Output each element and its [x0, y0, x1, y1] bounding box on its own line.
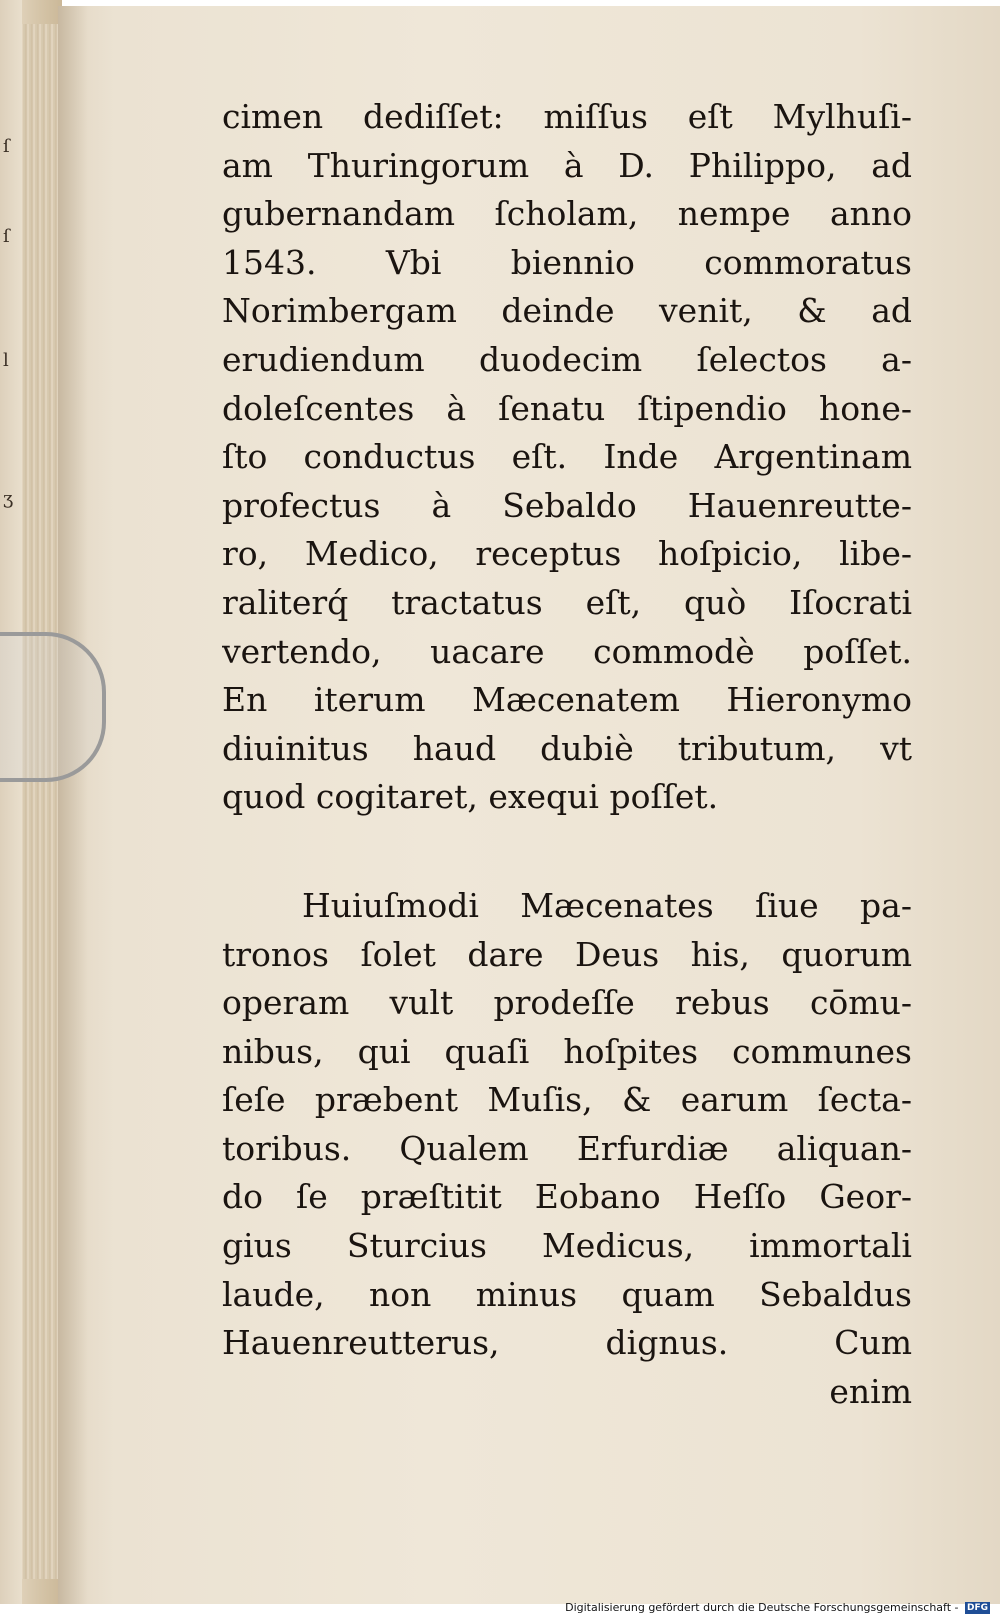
text-line: raliterq́ tractatus eſt, quò Iſocrati	[222, 582, 912, 622]
text-line: tronos ſolet dare Deus his, quorum	[222, 934, 912, 974]
fragment-mark: ſ	[3, 226, 10, 247]
text-line: laude, non minus quam Sebaldus	[222, 1274, 912, 1314]
text-line: Huiuſmodi Mæcenates ſiue pa-	[302, 885, 912, 925]
text-line: profectus à Sebaldo Hauenreutte-	[222, 485, 912, 525]
text-line: nibus, qui quaſi hoſpites communes	[222, 1031, 912, 1071]
text-line: do ſe præſtitit Eobano Heſſo Geor-	[222, 1177, 912, 1217]
text-line: toribus. Qualem Erfurdiæ aliquan-	[222, 1128, 912, 1168]
text-line: Norimbergam deinde venit, & ad	[222, 291, 912, 331]
gutter-shadow	[58, 6, 88, 1604]
digitization-credit	[565, 1600, 990, 1616]
text-line: operam vult prodeſſe rebus cōmu-	[222, 983, 912, 1023]
text-line: En iterum Mæcenatem Hieronymo	[222, 680, 912, 720]
text-line: doleſcentes à ſenatu ſtipendio hone-	[222, 388, 912, 428]
text-line: vertendo, uacare commodè poſſet.	[222, 631, 912, 671]
text-line: Hauenreutterus, dignus. Cum	[222, 1323, 912, 1363]
credit-text: Digitalisierung gefördert durch die Deutsche Forschungsgemeinschaft -	[565, 1601, 959, 1614]
page-clip	[0, 632, 106, 782]
text-line: erudiendum duodecim ſelectos a-	[222, 339, 912, 379]
text-line: 1543. Vbi biennio commoratus	[222, 242, 912, 282]
fragment-mark: ſ	[3, 136, 10, 157]
page-stack	[18, 24, 62, 1579]
text-line: ro, Medico, receptus hoſpicio, libe-	[222, 534, 912, 574]
text-line: cimen dediſſet: miſſus eſt Mylhuſi-	[222, 97, 912, 136]
left-page-fragment	[0, 0, 22, 1604]
catchword: enim	[829, 1371, 912, 1411]
text-line: ſeſe præbent Muſis, & earum ſecta-	[222, 1080, 912, 1120]
text-line: diuinitus haud dubiè tributum, vt	[222, 728, 912, 768]
text-line: ſto conductus eſt. Inde Argentinam	[222, 437, 912, 477]
page-text	[222, 93, 912, 1416]
text-line: quod cogitaret, exequi poſſet.	[222, 777, 719, 817]
fragment-mark: l	[3, 350, 9, 371]
text-line: gubernandam ſcholam, nempe anno	[222, 194, 912, 234]
fragment-mark: ʒ	[3, 488, 14, 509]
paragraph-gap	[222, 822, 912, 882]
text-line: am Thuringorum à D. Philippo, ad	[222, 145, 912, 185]
text-line: gius Sturcius Medicus, immortali	[222, 1226, 912, 1266]
dfg-logo: DFG	[966, 1603, 988, 1613]
